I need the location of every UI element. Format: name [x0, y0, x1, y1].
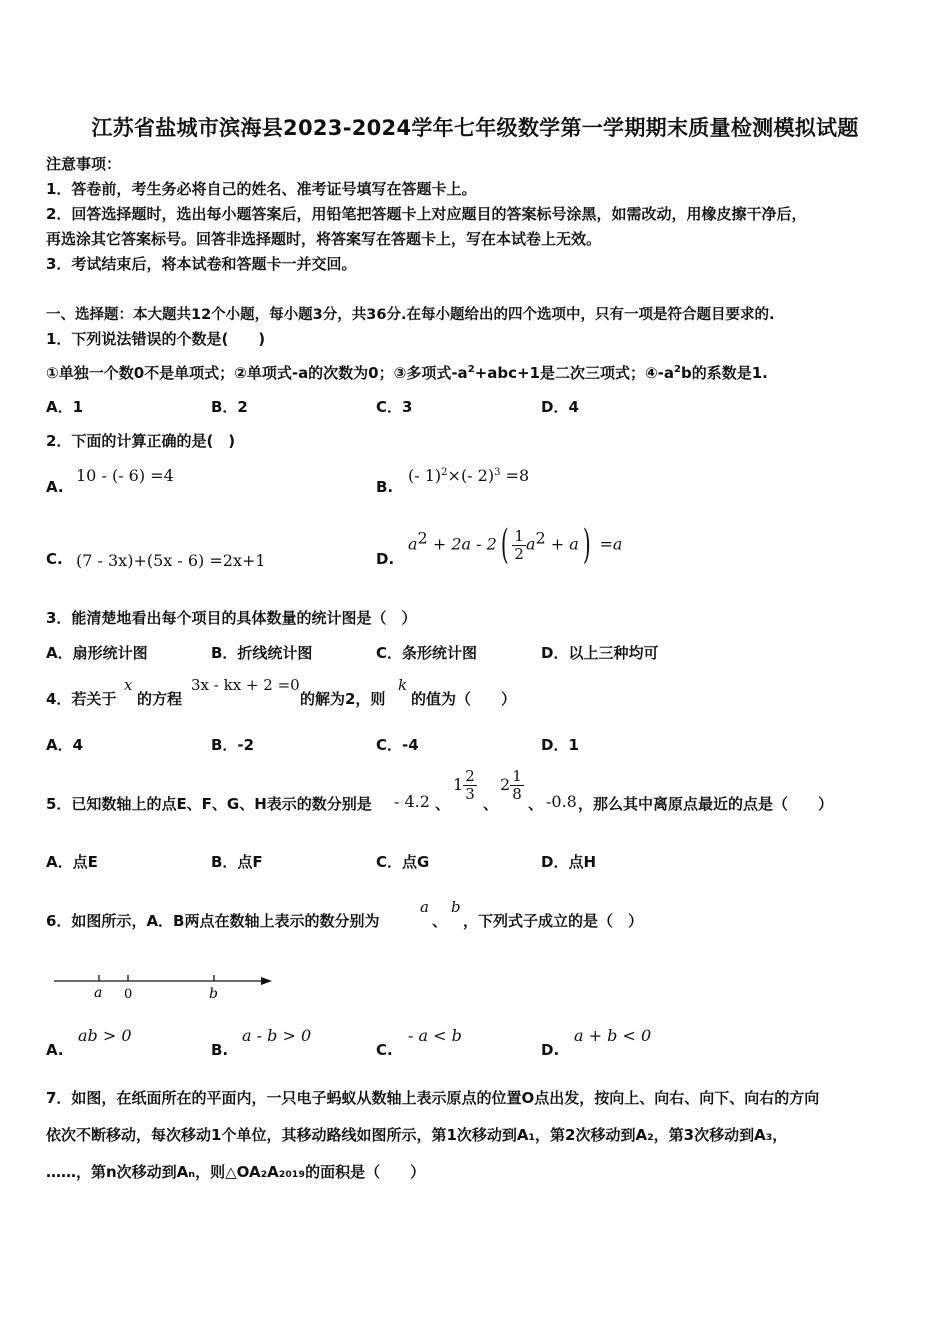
q6-sep: 、	[432, 912, 448, 930]
q2-d-lparen: (	[500, 522, 509, 568]
q5-f-frac	[463, 768, 477, 803]
tick-label-b: b	[209, 986, 218, 1002]
q1-s1-sup: 2	[467, 364, 475, 375]
q2-d-frac	[512, 528, 526, 563]
q1-s1: ①单独一个数0不是单项式；②单项式-a的次数为0；③多项式-a	[46, 364, 468, 382]
q4-equation: 3x - kx + 2 =0	[191, 676, 300, 694]
q2-b-e1: 2	[441, 467, 448, 478]
q1-option-d[interactable]: D．4	[541, 398, 579, 416]
notice-item: 再选涂其它答案标号。回答非选择题时，将答案写在答题卡上，写在本试卷上无效。	[46, 230, 602, 248]
question-4-p2: 的方程	[137, 690, 183, 708]
q6-label-d[interactable]: D.	[541, 1041, 560, 1059]
q6-expr-d: a + b < 0	[574, 1026, 652, 1045]
q2-expr-d	[408, 522, 622, 568]
q5-f-den: 3	[465, 785, 475, 803]
q5-option-b[interactable]: B．点F	[211, 853, 263, 871]
q4-option-c[interactable]: C．-4	[376, 736, 419, 754]
q5-value-g	[500, 768, 524, 803]
question-7-line-2: 依次不断移动，每次移动1个单位，其移动路线如图所示，第1次移动到A₁，第2次移动到A₂，第3次移动到A₃，	[46, 1126, 788, 1144]
q1-option-b[interactable]: B．2	[211, 398, 248, 416]
q4-var-x: x	[124, 676, 133, 694]
q1-option-a[interactable]: A．1	[46, 398, 84, 416]
q1-s2-sup: 2	[674, 364, 681, 375]
question-5-p1: 5．已知数轴上的点E、F、G、H表示的数分别是	[46, 795, 372, 813]
q2-expr-c: (7 - 3x)+(5x - 6) =2x+1	[76, 551, 266, 570]
q1-s2: +abc+1是二次三项式；④-a	[474, 364, 675, 382]
q5-value-h: -0.8	[546, 792, 577, 811]
q6-label-c[interactable]: C.	[376, 1041, 393, 1059]
notice-item: 1．答卷前，考生务必将自己的姓名、准考证号填写在答题卡上。	[46, 180, 477, 198]
q5-f-num: 2	[465, 767, 475, 785]
q2-d-mid: + 2a - 2	[427, 534, 497, 554]
q4-option-b[interactable]: B．-2	[211, 736, 255, 754]
question-1-statements	[46, 362, 768, 383]
q4-var-k: k	[398, 676, 408, 694]
q6-expr-b: a - b > 0	[242, 1026, 312, 1045]
q3-option-b[interactable]: B．折线统计图	[211, 644, 313, 662]
q2-d-den: 2	[514, 544, 524, 563]
q2-d-e1: 2	[417, 528, 428, 548]
q2-d-in: a	[525, 534, 536, 554]
q2-d-in2: + a	[545, 534, 579, 554]
q4-option-a[interactable]: A．4	[46, 736, 84, 754]
q6-var-a: a	[420, 898, 429, 916]
question-4-p3: 的解为2，则	[300, 690, 386, 708]
q2-expr-b	[408, 466, 529, 485]
notice-heading: 注意事项：	[46, 155, 122, 173]
q3-option-c[interactable]: C．条形统计图	[376, 644, 478, 662]
q2-d-num: 1	[514, 526, 524, 545]
page-title: 江苏省盐城市滨海县2023-2024学年七年级数学第一学期期末质量检测模拟试题	[91, 116, 859, 140]
q5-option-c[interactable]: C．点G	[376, 853, 430, 871]
question-2-stem: 2．下面的计算正确的是( )	[46, 432, 236, 450]
q5-sep-2: 、	[483, 795, 499, 813]
question-4-p1: 4．若关于	[46, 690, 117, 708]
q2-label-b[interactable]: B.	[376, 478, 394, 496]
q6-expr-a: ab > 0	[78, 1026, 132, 1045]
q6-label-a[interactable]: A.	[46, 1041, 64, 1059]
q2-b-mid: ×(- 2)	[447, 466, 495, 485]
q1-s3: b的系数是1.	[681, 364, 768, 382]
q3-option-d[interactable]: D．以上三种均可	[541, 644, 659, 662]
q5-sep-3: 、	[528, 795, 544, 813]
tick-label-a: a	[94, 985, 103, 1001]
question-4-p4: 的值为（ ）	[411, 690, 517, 708]
question-6-p1: 6．如图所示，A．B两点在数轴上表示的数分别为	[46, 912, 380, 930]
q2-b-e2: 3	[494, 467, 501, 478]
q2-d-post: =a	[594, 534, 623, 554]
notice-item: 3．考试结束后，将本试卷和答题卡一并交回。	[46, 255, 357, 273]
q2-label-c[interactable]: C.	[46, 550, 63, 568]
q5-value-e: - 4.2	[394, 792, 430, 811]
q2-expr-a: 10 - (- 6) =4	[76, 466, 174, 485]
number-line-figure	[50, 965, 280, 1005]
q2-label-d[interactable]: D.	[376, 550, 395, 568]
question-7-line-1: 7．如图，在纸面所在的平面内，一只电子蚂蚁从数轴上表示原点的位置O点出发，按向上、向右、向下、向右的方向	[46, 1089, 820, 1107]
question-3-stem: 3．能清楚地看出每个项目的具体数量的统计图是（ ）	[46, 609, 417, 627]
q3-option-a[interactable]: A．扇形统计图	[46, 644, 148, 662]
q2-b-pre: (- 1)	[408, 466, 442, 485]
q5-f-whole: 1	[453, 775, 464, 794]
q6-label-b[interactable]: B.	[211, 1041, 229, 1059]
q2-label-a[interactable]: A.	[46, 478, 64, 496]
q2-d-e2: 2	[535, 528, 546, 548]
q1-option-c[interactable]: C．3	[376, 398, 413, 416]
question-6-p2: ，下列式子成立的是（ ）	[463, 912, 644, 930]
question-7-line-3: ……，第n次移动到Aₙ，则△OA₂A₂₀₁₉的面积是（ ）	[46, 1163, 426, 1181]
q2-d-rparen: )	[582, 522, 591, 568]
q5-value-f	[453, 768, 477, 803]
tick-label-0: 0	[124, 987, 133, 1002]
q5-g-num: 1	[512, 767, 522, 785]
notice-item: 2．回答选择题时，选出每小题答案后，用铅笔把答题卡上对应题目的答案标号涂黑，如需改动，用橡皮擦干净后，	[46, 205, 807, 223]
section-heading: 一、选择题：本大题共12个小题，每小题3分，共36分.在每小题给出的四个选项中，只有一项是符合题目要求的.	[46, 307, 775, 323]
q5-sep-1: 、	[435, 795, 451, 813]
q2-b-post: =8	[500, 466, 530, 485]
q4-option-d[interactable]: D．1	[541, 736, 579, 754]
q2-d-pre: a	[408, 534, 418, 554]
q6-var-b: b	[451, 898, 461, 916]
question-1-stem: 1．下列说法错误的个数是( )	[46, 330, 266, 348]
number-line-arrow-icon	[261, 977, 272, 985]
q5-g-frac	[510, 768, 524, 803]
q5-g-den: 8	[512, 785, 522, 803]
q5-option-a[interactable]: A．点E	[46, 853, 98, 871]
question-5-p2: ，那么其中离原点最近的点是（ ）	[578, 795, 834, 813]
q5-g-whole: 2	[500, 775, 511, 794]
q6-expr-c: - a < b	[408, 1026, 462, 1045]
q5-option-d[interactable]: D．点H	[541, 853, 597, 871]
